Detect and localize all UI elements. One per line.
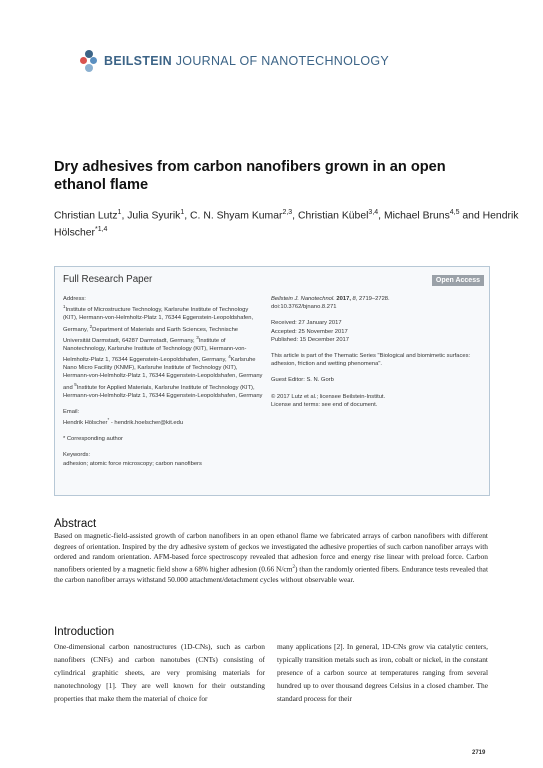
introduction-column-2: many applications [2]. In general, 1D-CNs grow via catalytic centers, typically transition metals such as iron, cobalt or nickel, in the constant presence of a carbon source at temperatures ranging from several hundred up to over thousand degrees Celsius in a closed chamber. The standard process for their — [277, 642, 488, 704]
email-sup: * — [107, 417, 110, 423]
email-address[interactable]: - hendrik.hoelscher@kit.edu — [109, 419, 184, 426]
author-list — [54, 206, 524, 241]
author-affiliation-sup: *1,4 — [95, 226, 108, 234]
citation — [271, 295, 481, 303]
author-separator: and — [459, 210, 483, 222]
introduction-heading: Introduction — [54, 626, 115, 638]
affiliation-number: 2 — [89, 323, 93, 329]
open-access-badge: Open Access — [432, 275, 484, 286]
beilstein-logo-icon — [80, 50, 98, 72]
author-name: Michael Bruns — [383, 210, 450, 222]
author-separator: , — [292, 210, 298, 222]
journal-name-rest: JOURNAL OF NANOTECHNOLOGY — [171, 54, 390, 68]
affiliation-text: Institute for Applied Materials, Karlsruhe Institute of Technology (KIT), Hermann-von-Helmholtz-Platz 1, 76344 Eggenstein-Leopoldshafen, Germany — [63, 384, 263, 399]
author-affiliation-sup: 4,5 — [449, 209, 460, 216]
published-date: Published: 15 December 2017 — [271, 336, 349, 343]
affiliation-number: 3 — [196, 334, 199, 340]
author-affiliation-sup: 2,3 — [282, 209, 293, 216]
info-left-column — [63, 295, 263, 468]
affiliation-number: 5 — [74, 381, 77, 387]
author-name: Julia Syurik — [127, 210, 181, 222]
author-name: C. N. Shyam Kumar — [190, 210, 283, 222]
affiliation-text: Karlsruhe Nano Micro Facility (KNMF), Karlsruhe Institute of Technology (KIT), Hermann-von-Helmholtz-Platz 1, 76344 Eggenstein-Leopoldshafen, Germany and — [63, 356, 263, 391]
abstract-text-part1: Based on magnetic-field-assisted growth of carbon nanofibers in an open ethanol flame we fabricated arrays of carbon nanofibers with different degrees of orientation. Inspired by the dry adhesive system of geckos we investigated the adhesive properties of such carbon nanofiber arrays with ordered and random orientation. AFM-based force spectroscopy revealed that adhesion force and energy rise linear with preload force. Carbon nanofibers oriented by a magnetic field show a 68% higher adhesion (0.66 N/cm — [54, 531, 488, 574]
affiliation-text: Institute of Nanotechnology, Karlsruhe Institute of Technology (KIT), Hermann-von-Helmholtz-Platz 1, 76344 Eggenstein-Leopoldshafen, Germany, — [63, 337, 247, 363]
info-right-column — [271, 295, 481, 409]
page-number: 2719 — [472, 750, 486, 756]
citation-pages: 2719–2728. — [357, 296, 390, 302]
introduction-column-1: One-dimensional carbon nanostructures (1D-CNs), such as carbon nanofibers (CNFs) and carbon nanotubes (CNTs) consisting of cylindrical graphitic sheets, are very promising materials for nanotechnology [1]. They are well known for their outstanding properties that make them the material of choice for — [54, 642, 265, 704]
abstract-text — [54, 531, 488, 586]
abstract-text-part2: ) than the randomly oriented fibers. Endurance tests revealed that the carbon nanofiber arrays withstand 50.000 attachment/detachment cycles without observable wear. — [54, 564, 489, 585]
author-name: Christian Lutz — [54, 210, 118, 222]
article-type: Full Research Paper — [63, 274, 153, 285]
keywords: adhesion; atomic force microscopy; carbon nanofibers — [63, 460, 202, 467]
affiliation-number: 1 — [63, 304, 66, 310]
affiliations — [63, 303, 263, 400]
journal-name — [104, 54, 389, 68]
keywords-label: Keywords: — [63, 452, 91, 459]
author-affiliation-sup: 1 — [117, 209, 122, 216]
author-separator: , — [184, 210, 191, 222]
author-affiliation-sup: 1 — [180, 209, 185, 216]
accepted-date: Accepted: 25 November 2017 — [271, 328, 348, 335]
thematic-series: This article is part of the Thematic Series "Biological and biomimetic surfaces: adhesion, friction and wetting phenomena". — [271, 353, 471, 368]
doi-link[interactable]: doi:10.3762/bjnano.8.271 — [271, 304, 337, 311]
affiliation-text: Department of Materials and Earth Sciences, Technische Universität Darmstadt, 64287 Darmstadt, Germany, — [63, 326, 239, 344]
email-line — [63, 416, 263, 427]
address-label: Address: — [63, 296, 86, 302]
affiliation-text: Institute of Microstructure Technology, Karlsruhe Institute of Technology (KIT), Hermann-von-Helmholtz-Platz 1, 76344 Eggenstein-Leopoldshafen, Germany, — [63, 307, 254, 333]
article-info-box — [54, 266, 490, 496]
license: License and terms: see end of document. — [271, 401, 378, 408]
email-name: Hendrik Hölscher — [63, 419, 108, 426]
author-separator: , — [121, 210, 128, 222]
abstract-heading: Abstract — [54, 518, 97, 530]
journal-logo — [80, 50, 389, 72]
author-name: Hendrik Hölscher — [54, 210, 519, 239]
author-name: Christian Kübel — [297, 210, 369, 222]
article-title: Dry adhesives from carbon nanofibers grown in an open ethanol flame — [54, 159, 446, 193]
citation-year: 2017, — [334, 296, 351, 302]
journal-name-bold: BEILSTEIN — [104, 54, 172, 68]
copyright: © 2017 Lutz et al.; licensee Beilstein-Institut. — [271, 393, 386, 400]
guest-editor: Guest Editor: S. N. Gorb — [271, 377, 334, 384]
citation-volume: 8, — [350, 296, 358, 302]
abstract-sup: 2 — [292, 565, 295, 571]
affiliation-number: 4 — [228, 353, 231, 359]
citation-journal: Beilstein J. Nanotechnol. — [271, 296, 335, 302]
email-label: Email: — [63, 408, 80, 415]
author-affiliation-sup: 3,4 — [368, 209, 379, 216]
corresponding-note: * Corresponding author — [63, 436, 123, 443]
author-separator: , — [378, 210, 384, 222]
received-date: Received: 27 January 2017 — [271, 320, 342, 327]
